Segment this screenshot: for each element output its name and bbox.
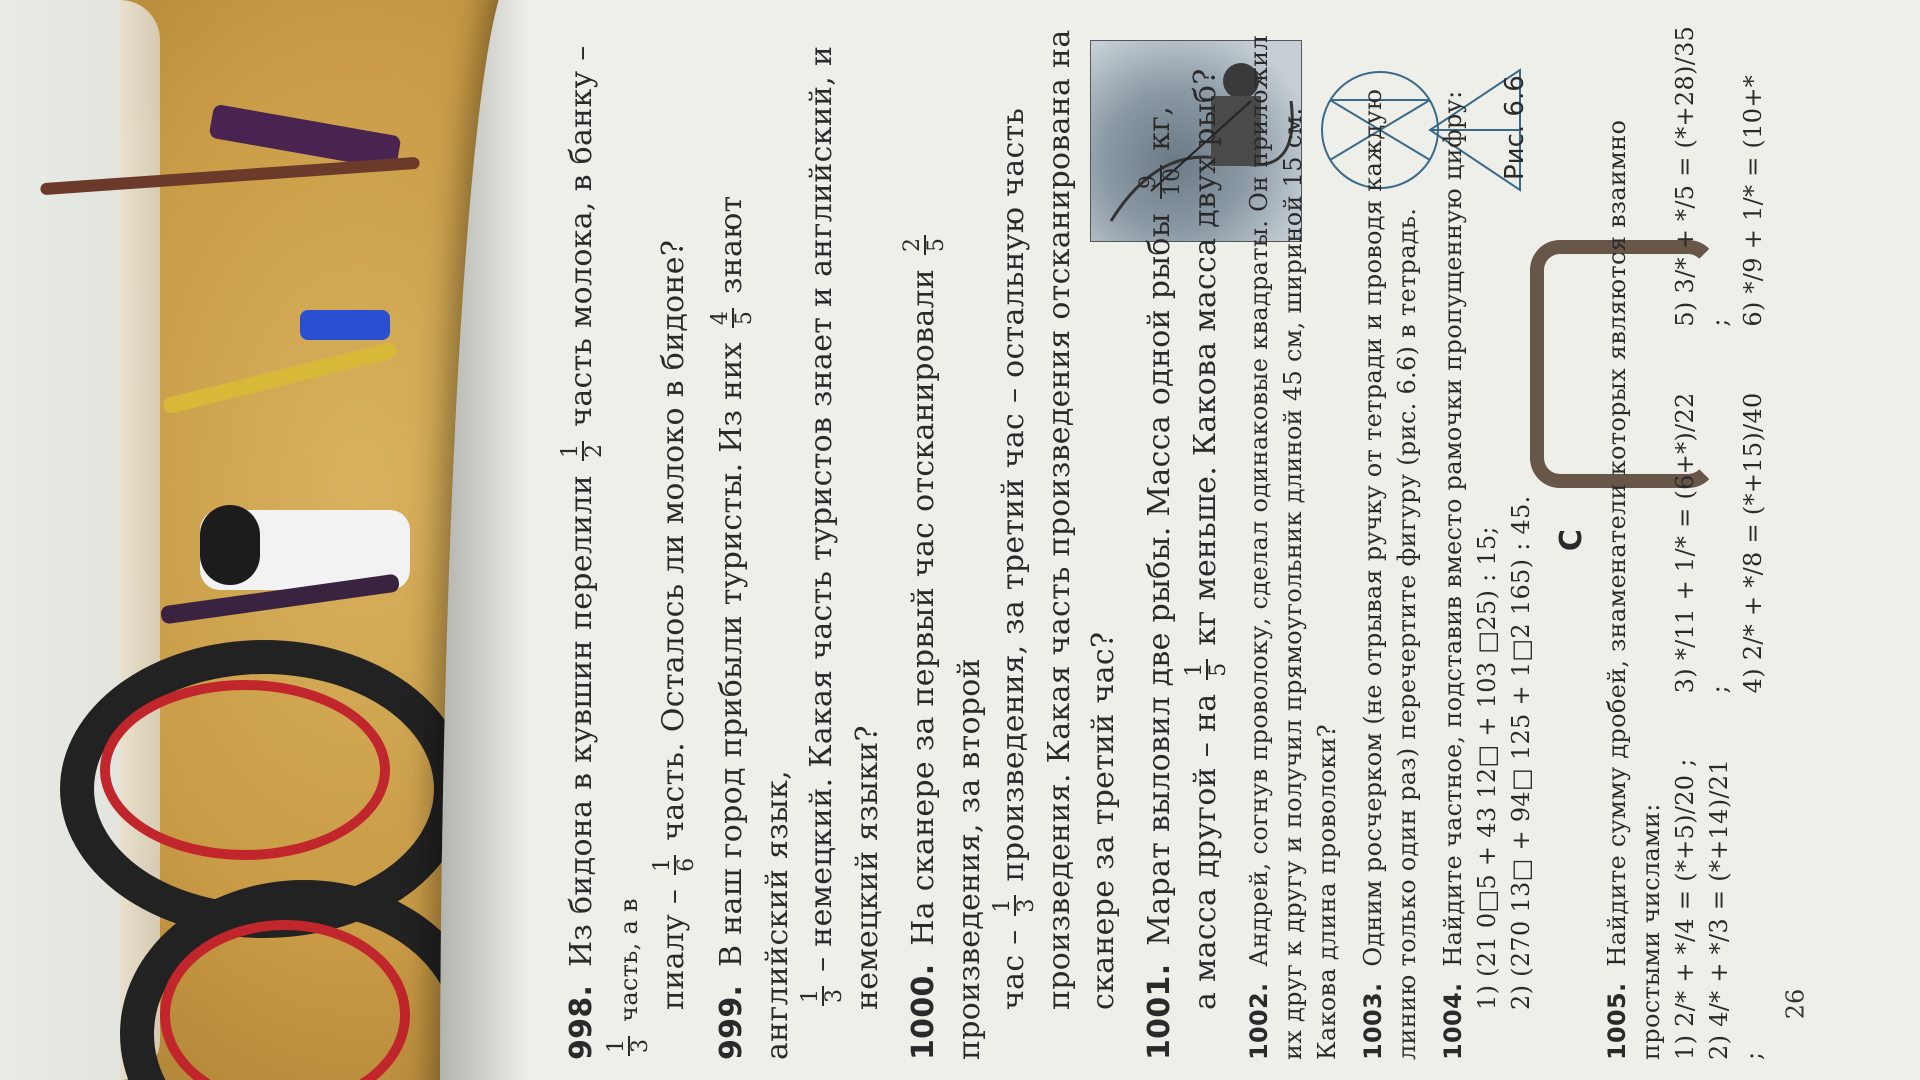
problem-1003 [1356, 20, 1424, 1060]
numerator: 1 [560, 441, 584, 461]
table-edge [120, 0, 160, 1080]
problem-text: Одним росчерком (не отрывая ручку от тетради и проводя каждую линию только один раз) перечертите фигуру (рис. 6.6) в тетрадь. [1359, 88, 1421, 1060]
problem-number: 1003. [1359, 982, 1387, 1060]
numerator: 2 [902, 235, 926, 255]
problem-text: произведения, за третий час – остальную часть произведения. [996, 107, 1077, 1010]
fraction [1184, 659, 1230, 679]
problem-text: – немецкий. Какая часть туристов знает и английский, и немецкий [804, 45, 885, 1010]
page-number: 26 [1781, 988, 1810, 1020]
section-letter: C [1554, 528, 1589, 552]
scissors-red-rim-top [100, 680, 390, 860]
problem-text: часть молока, в банку – [564, 45, 599, 427]
problem-1004 [1436, 20, 1538, 1060]
problem-1005 [1600, 20, 1770, 1060]
fraction [560, 441, 606, 461]
problem-item: 1) (21 0□5 + 43 12□ + 103 □25) : 15; [1473, 526, 1501, 1010]
black-cap [200, 505, 260, 585]
column-middle [1668, 387, 1770, 694]
problem-item: 2) (270 13□ + 94□ 125 + 1□2 165) : 45. [1507, 495, 1535, 1010]
problem-text: час – [996, 929, 1031, 1010]
problem-text: Андрей, согнув проволоку, сделал одинаковые квадраты. Он приложил их друг к другу и получил прямоугольник длиной 45 см, шириной 15 см. Какова длина проволоки? [1245, 34, 1341, 1060]
fraction [1138, 165, 1184, 200]
fraction [800, 986, 846, 1006]
problem-text: знают английский язык, [714, 195, 795, 1060]
problem-number: 1005. [1603, 982, 1631, 1060]
denominator: 2 [582, 443, 607, 458]
problem-1001 [1138, 20, 1230, 1060]
blue-pen [300, 310, 390, 340]
fraction [652, 855, 698, 875]
problem-text: часть. Осталось ли молоко в бидоне? [656, 239, 691, 841]
problem-text: часть, а в [615, 898, 643, 1022]
problem-item: 5) 3/* + */5 = (*+28)/35 ; [1671, 25, 1733, 327]
problem-text: Найдите частное, подставив вместо рамочки пропущенную цифру: [1439, 90, 1467, 967]
problem-1002 [1242, 20, 1344, 1060]
problem-line [800, 20, 890, 1060]
problem-line [992, 20, 1126, 1060]
problem-1000 [902, 20, 1126, 1060]
problem-text: Марат выловил две рыбы. Масса одной рыбы [1142, 213, 1177, 946]
problem-number: 998. [564, 984, 599, 1060]
fraction [902, 235, 948, 255]
problem-text: произведения, за второй [952, 658, 987, 1060]
numerator: 1 [800, 986, 824, 1006]
problem-item: 2) 4/* + */3 = (*+14)/21 ; [1705, 759, 1767, 1060]
problem-number: 1002. [1245, 982, 1273, 1060]
numerator: 1 [652, 855, 676, 875]
problem-998 [560, 20, 698, 1060]
numerator: 9 [1138, 165, 1162, 200]
fraction [606, 1036, 652, 1056]
problem-number: 1000. [906, 963, 941, 1060]
problem-text: В наш город прибыли туристы. Из них [714, 342, 749, 967]
problem-text: Какая часть произведения отсканирована на сканере за третий час? [1042, 29, 1121, 1010]
problem-line [652, 20, 698, 1060]
denominator: 3 [628, 1038, 653, 1053]
problem-text: На сканере за первый час отсканировали [906, 268, 941, 946]
problem-text: Из бидона в кувшин перелили [564, 474, 599, 967]
problem-item: 4) 2/* + */8 = (*+15)/40 [1739, 392, 1767, 694]
numerator: 1 [1184, 659, 1208, 679]
problem-text: кг меньше. Какова масса [1188, 237, 1223, 646]
problem-number: 999. [714, 984, 749, 1060]
problem-line [1184, 20, 1230, 1060]
problem-text: двух рыб? [1188, 68, 1223, 228]
column-right [1668, 20, 1770, 327]
problem-item: 6) */9 + 1/* = (10+* [1739, 74, 1767, 327]
problem-text: кг, [1142, 105, 1177, 151]
problem-item: 3) */11 + 1/* = (6+*)/22 ; [1671, 392, 1733, 694]
numerator: 1 [992, 895, 1016, 915]
denominator: 5 [1206, 662, 1231, 677]
problem-number: 1004. [1439, 982, 1467, 1060]
problem-columns [1668, 20, 1770, 1060]
denominator: 3 [822, 988, 847, 1003]
numerator: 4 [710, 308, 734, 328]
denominator: 3 [1014, 898, 1039, 913]
problem-999 [710, 20, 890, 1060]
denominator: 5 [732, 310, 757, 326]
problem-text: Найдите сумму дробей, знаменатели которых являются взаимно простыми числами: [1603, 119, 1665, 1060]
denominator: 10 [1160, 167, 1185, 197]
problem-text: пиалу – [656, 888, 691, 1010]
column-left [1668, 753, 1770, 1060]
textbook-text [560, 20, 1782, 1060]
numerator: 1 [606, 1036, 630, 1056]
problem-item: 1) 2/* + */4 = (*+5)/20 ; [1671, 758, 1699, 1060]
problem-number: 1001. [1142, 963, 1177, 1060]
fraction [992, 895, 1038, 915]
problem-text: а масса другой – на [1188, 693, 1223, 1010]
figure-caption: Рис. 6.6 [1500, 75, 1530, 180]
problem-text: языки? [850, 725, 885, 841]
denominator: 5 [924, 237, 949, 252]
denominator: 6 [674, 857, 699, 872]
fraction [710, 308, 756, 328]
